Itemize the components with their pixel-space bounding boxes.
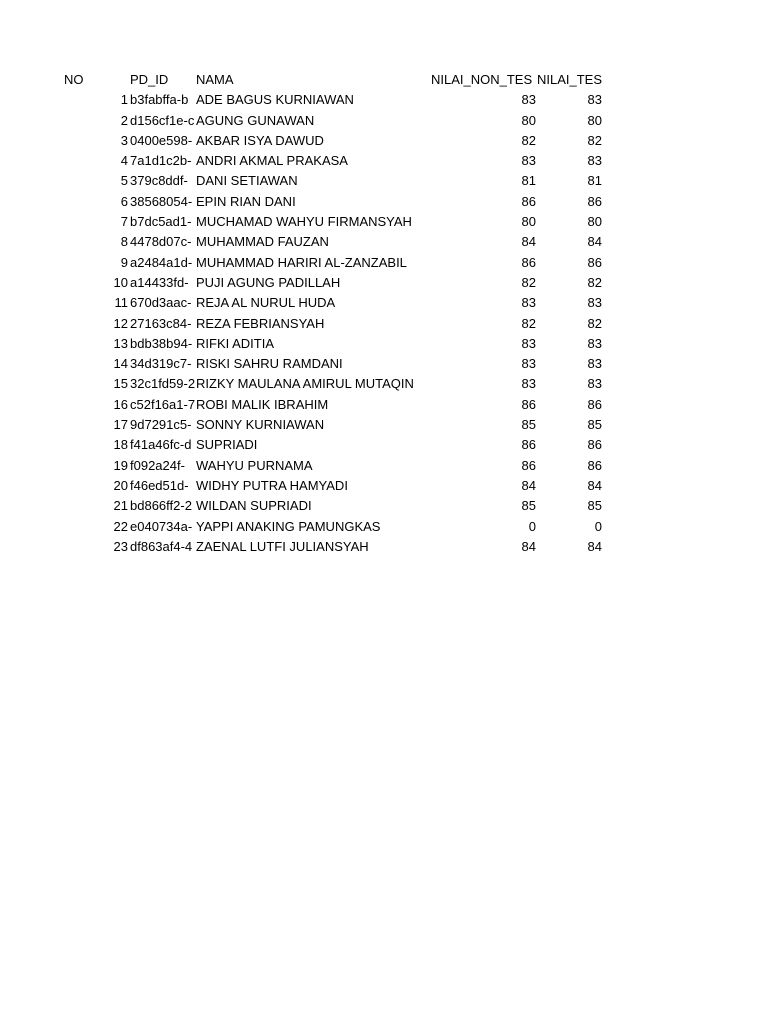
cell-nama: MUCHAMAD WAHYU FIRMANSYAH: [196, 214, 412, 230]
header-pd-id: PD_ID: [130, 72, 169, 87]
cell-no: 19: [113, 457, 128, 473]
cell-pd-id: 34d319c7-: [130, 356, 192, 372]
cell-no: 5: [120, 173, 128, 189]
cell-no: 1: [120, 92, 128, 108]
cell-pd-id: 4478d07c-: [130, 234, 192, 250]
cell-pd-id: f46ed51d-: [130, 477, 189, 493]
cell-nilai-tes: 83: [587, 376, 602, 392]
cell-pd-id: e040734a-: [130, 518, 193, 534]
cell-nama: SUPRIADI: [196, 437, 258, 453]
cell-nilai-non-tes: 84: [521, 538, 536, 554]
cell-nilai-tes: 80: [587, 214, 602, 230]
table-row: [0, 314, 768, 334]
cell-nilai-tes: 85: [587, 417, 602, 433]
table-row: [0, 293, 768, 313]
table-row: [0, 537, 768, 557]
cell-nama: RISKI SAHRU RAMDANI: [196, 356, 343, 372]
cell-nilai-tes: 81: [587, 173, 602, 189]
cell-nilai-non-tes: 85: [521, 417, 536, 433]
cell-pd-id: b3fabffa-b: [130, 92, 189, 108]
table-row: [0, 415, 768, 435]
table-row: [0, 395, 768, 415]
cell-nilai-non-tes: 86: [521, 437, 536, 453]
cell-pd-id: df863af4-4: [130, 538, 193, 554]
cell-nilai-tes: 84: [587, 538, 602, 554]
cell-nilai-non-tes: 86: [521, 396, 536, 412]
cell-nilai-non-tes: 81: [521, 173, 536, 189]
cell-nilai-tes: 83: [587, 92, 602, 108]
cell-nama: SONNY KURNIAWAN: [196, 417, 325, 433]
table-row: [0, 253, 768, 273]
cell-no: 7: [120, 214, 128, 230]
cell-no: 17: [113, 417, 128, 433]
cell-nilai-tes: 86: [587, 254, 602, 270]
cell-pd-id: a14433fd-: [130, 274, 189, 290]
cell-no: 4: [120, 153, 128, 169]
cell-nama: ZAENAL LUTFI JULIANSYAH: [196, 538, 369, 554]
cell-pd-id: c52f16a1-7: [130, 396, 195, 412]
table-row: [0, 273, 768, 293]
cell-nama: RIFKI ADITIA: [196, 335, 275, 351]
cell-nilai-non-tes: 84: [521, 234, 536, 250]
cell-nilai-non-tes: 84: [521, 477, 536, 493]
cell-nilai-non-tes: 80: [521, 112, 536, 128]
table-row: [0, 111, 768, 131]
table-row: [0, 374, 768, 394]
table-row: [0, 496, 768, 516]
cell-nama: DANI SETIAWAN: [196, 173, 298, 189]
cell-nilai-non-tes: 82: [521, 132, 536, 148]
cell-no: 6: [120, 193, 128, 209]
cell-no: 8: [120, 234, 128, 250]
cell-nilai-non-tes: 80: [521, 214, 536, 230]
cell-nama: WILDAN SUPRIADI: [196, 498, 312, 514]
cell-pd-id: 38568054-: [130, 193, 193, 209]
cell-nilai-tes: 82: [587, 274, 602, 290]
table-row: [0, 212, 768, 232]
table-row: [0, 192, 768, 212]
cell-nilai-tes: 84: [587, 477, 602, 493]
table-row: [0, 435, 768, 455]
cell-nilai-non-tes: 0: [528, 518, 536, 534]
cell-pd-id: 32c1fd59-2: [130, 376, 195, 392]
table-row: [0, 131, 768, 151]
cell-nilai-non-tes: 83: [521, 153, 536, 169]
table-row: [0, 334, 768, 354]
cell-nama: PUJI AGUNG PADILLAH: [196, 274, 341, 290]
cell-no: 18: [113, 437, 128, 453]
cell-nama: WIDHY PUTRA HAMYADI: [196, 477, 348, 493]
cell-pd-id: 670d3aac-: [130, 295, 192, 311]
cell-nama: AGUNG GUNAWAN: [196, 112, 315, 128]
cell-pd-id: 27163c84-: [130, 315, 192, 331]
header-nama: NAMA: [196, 72, 234, 87]
cell-nama: ANDRI AKMAL PRAKASA: [196, 153, 348, 169]
cell-nilai-non-tes: 83: [521, 356, 536, 372]
cell-no: 13: [113, 335, 128, 351]
cell-pd-id: d156cf1e-c: [130, 112, 195, 128]
cell-nama: YAPPI ANAKING PAMUNGKAS: [196, 518, 381, 534]
cell-pd-id: 7a1d1c2b-: [130, 153, 192, 169]
cell-nilai-non-tes: 82: [521, 274, 536, 290]
cell-nama: REZA FEBRIANSYAH: [196, 315, 325, 331]
cell-nilai-non-tes: 85: [521, 498, 536, 514]
table-body: [0, 90, 768, 557]
cell-no: 3: [120, 132, 128, 148]
cell-nilai-tes: 86: [587, 437, 602, 453]
cell-no: 2: [120, 112, 128, 128]
cell-nilai-tes: 83: [587, 335, 602, 351]
cell-pd-id: f41a46fc-d: [130, 437, 192, 453]
cell-nilai-tes: 86: [587, 193, 602, 209]
cell-nama: REJA AL NURUL HUDA: [196, 295, 336, 311]
cell-nama: ADE BAGUS KURNIAWAN: [196, 92, 354, 108]
cell-pd-id: f092a24f-: [130, 457, 185, 473]
table-row: [0, 232, 768, 252]
table-row: [0, 90, 768, 110]
cell-pd-id: 379c8ddf-: [130, 173, 188, 189]
table-row: [0, 151, 768, 171]
cell-nilai-tes: 80: [587, 112, 602, 128]
cell-nama: MUHAMMAD FAUZAN: [196, 234, 329, 250]
cell-nama: ROBI MALIK IBRAHIM: [196, 396, 329, 412]
cell-nilai-non-tes: 86: [521, 457, 536, 473]
table-row: [0, 354, 768, 374]
cell-pd-id: 9d7291c5-: [130, 417, 192, 433]
cell-nilai-tes: 83: [587, 356, 602, 372]
cell-nilai-tes: 84: [587, 234, 602, 250]
cell-no: 10: [113, 274, 128, 290]
cell-pd-id: bdb38b94-: [130, 335, 193, 351]
header-nilai-tes: NILAI_TES: [537, 72, 603, 87]
cell-nilai-non-tes: 86: [521, 193, 536, 209]
cell-pd-id: a2484a1d-: [130, 254, 193, 270]
cell-nilai-tes: 82: [587, 132, 602, 148]
cell-nilai-tes: 85: [587, 498, 602, 514]
cell-no: 12: [113, 315, 128, 331]
cell-no: 22: [113, 518, 128, 534]
cell-nilai-tes: 82: [587, 315, 602, 331]
cell-no: 23: [113, 538, 128, 554]
cell-nilai-non-tes: 83: [521, 295, 536, 311]
cell-pd-id: bd866ff2-2: [130, 498, 192, 514]
cell-nama: WAHYU PURNAMA: [196, 457, 313, 473]
cell-nilai-non-tes: 83: [521, 92, 536, 108]
cell-nilai-tes: 86: [587, 396, 602, 412]
header-nilai-non-tes: NILAI_NON_TES: [431, 72, 533, 87]
cell-nilai-tes: 83: [587, 153, 602, 169]
cell-nilai-non-tes: 86: [521, 254, 536, 270]
cell-nama: MUHAMMAD HARIRI AL-ZANZABIL: [196, 254, 407, 270]
cell-nama: RIZKY MAULANA AMIRUL MUTAQIN: [196, 376, 414, 392]
cell-no: 14: [113, 356, 128, 372]
cell-nama: EPIN RIAN DANI: [196, 193, 296, 209]
cell-no: 15: [113, 376, 128, 392]
cell-nilai-tes: 0: [594, 518, 602, 534]
cell-nama: AKBAR ISYA DAWUD: [196, 132, 324, 148]
cell-no: 21: [113, 498, 128, 514]
cell-no: 9: [120, 254, 128, 270]
cell-nilai-non-tes: 83: [521, 376, 536, 392]
cell-nilai-tes: 83: [587, 295, 602, 311]
cell-no: 16: [113, 396, 128, 412]
cell-pd-id: b7dc5ad1-: [130, 214, 192, 230]
student-score-table: [0, 70, 768, 557]
cell-nilai-tes: 86: [587, 457, 602, 473]
cell-no: 11: [114, 295, 128, 311]
cell-pd-id: 0400e598-: [130, 132, 193, 148]
cell-no: 20: [113, 477, 128, 493]
table-row: [0, 171, 768, 191]
table-header-row: [0, 70, 768, 90]
table-row: [0, 517, 768, 537]
cell-nilai-non-tes: 83: [521, 335, 536, 351]
cell-nilai-non-tes: 82: [521, 315, 536, 331]
table-row: [0, 476, 768, 496]
header-no: NO: [64, 72, 84, 87]
table-row: [0, 456, 768, 476]
